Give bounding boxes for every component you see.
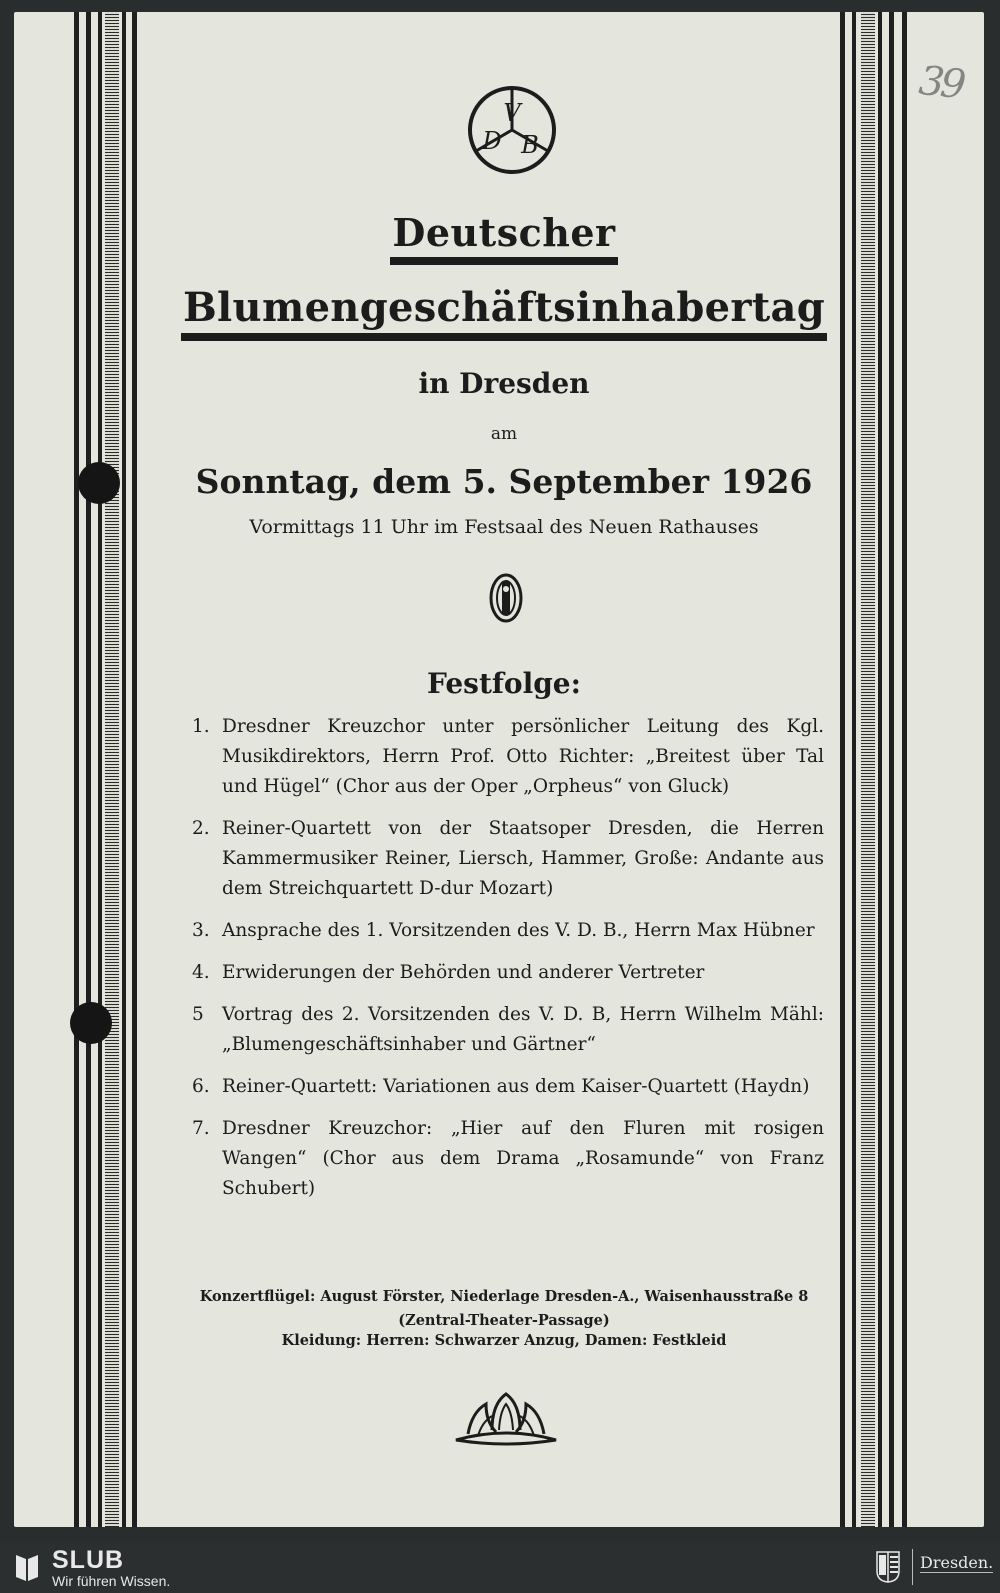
slub-book-icon (14, 1551, 40, 1583)
program-list (192, 712, 824, 1216)
right-border-band (840, 12, 912, 1527)
program-item-text: Vortrag des 2. Vorsitzenden des V. D. B, Herrn Wilhelm Mähl: „Blumengeschäftsinhaber und Gärtner“ (222, 1004, 824, 1055)
program-item-text: Erwiderungen der Behörden und anderer Vertreter (222, 962, 705, 983)
title-line-2: Blumengeschäftsinhabertag (164, 284, 844, 331)
branding-divider (912, 1549, 913, 1585)
program-item-number: 4. (192, 962, 210, 983)
title-line-1: Deutscher (164, 210, 844, 255)
program-item-text: Dresdner Kreuzchor: „Hier auf den Fluren mit rosigen Wangen“ (Chor aus dem Drama „Rosamunde“ von Franz Schubert) (222, 1118, 824, 1199)
piano-note (164, 1285, 844, 1333)
punch-hole-top (78, 462, 120, 504)
program-item-text: Reiner-Quartett: Variationen aus dem Kaiser-Quartett (Haydn) (222, 1076, 810, 1097)
slub-logo-text[interactable]: SLUB (52, 1546, 125, 1574)
ornament-emblem-icon (488, 572, 524, 624)
piano-note-location: (Zentral-Theater-Passage) (398, 1312, 610, 1329)
left-border-band (74, 12, 146, 1527)
logo-letter-b: B (521, 131, 539, 159)
logo-letter-d: D (482, 127, 502, 155)
dress-code: Kleidung: Herren: Schwarzer Anzug, Damen: Festkleid (281, 1332, 727, 1349)
punch-hole-bottom (70, 1002, 112, 1044)
program-item (192, 1072, 824, 1102)
program-item (192, 712, 824, 802)
logo-letter-v: V (503, 99, 521, 127)
program-content (164, 12, 844, 1527)
event-venue: Vormittags 11 Uhr im Festsaal des Neuen Rathauses (249, 516, 759, 538)
program-item-number: 3. (192, 920, 210, 941)
program-item-number: 6. (192, 1076, 210, 1097)
program-sheet (14, 12, 984, 1527)
program-item-number: 1. (192, 716, 210, 737)
program-item (192, 1114, 824, 1204)
program-item-text: Ansprache des 1. Vorsitzenden des V. D. B., Herrn Max Hübner (222, 920, 815, 941)
slub-footer-bar (0, 1543, 1000, 1593)
pencil-annotation: 39 (916, 57, 965, 109)
program-heading: Festfolge: (427, 667, 581, 700)
slub-tagline: Wir führen Wissen. (52, 1573, 171, 1589)
program-item-number: 5 (192, 1004, 204, 1025)
am-label: am (490, 424, 518, 444)
piano-note-line: Konzertflügel: August Förster, Niederlage Dresden-A., Waisenhausstraße 8 (199, 1288, 809, 1305)
program-item (192, 916, 824, 946)
program-item-number: 2. (192, 818, 210, 839)
program-item (192, 958, 824, 988)
event-location: in Dresden (418, 367, 590, 400)
lotus-ornament-icon (452, 1390, 560, 1446)
program-item-number: 7. (192, 1118, 210, 1139)
program-item (192, 1000, 824, 1060)
dresden-logo-text[interactable]: Dresden. (920, 1553, 994, 1572)
program-item-text: Reiner-Quartett von der Staatsoper Dresden, die Herren Kammermusiker Reiner, Liersch, Hammer, Große: Andante aus dem Streichquartett D-dur Mozart) (222, 818, 824, 899)
program-item-text: Dresdner Kreuzchor unter persönlicher Leitung des Kgl. Musikdirektors, Herrn Prof. Otto Richter: „Breitest über Tal und Hügel“ (Chor aus der Oper „Orpheus“ von Gluck) (222, 716, 824, 797)
dresden-crest-icon (876, 1551, 900, 1583)
event-date: Sonntag, dem 5. September 1926 (195, 462, 813, 501)
program-item (192, 814, 824, 904)
vdb-logo (467, 85, 557, 175)
